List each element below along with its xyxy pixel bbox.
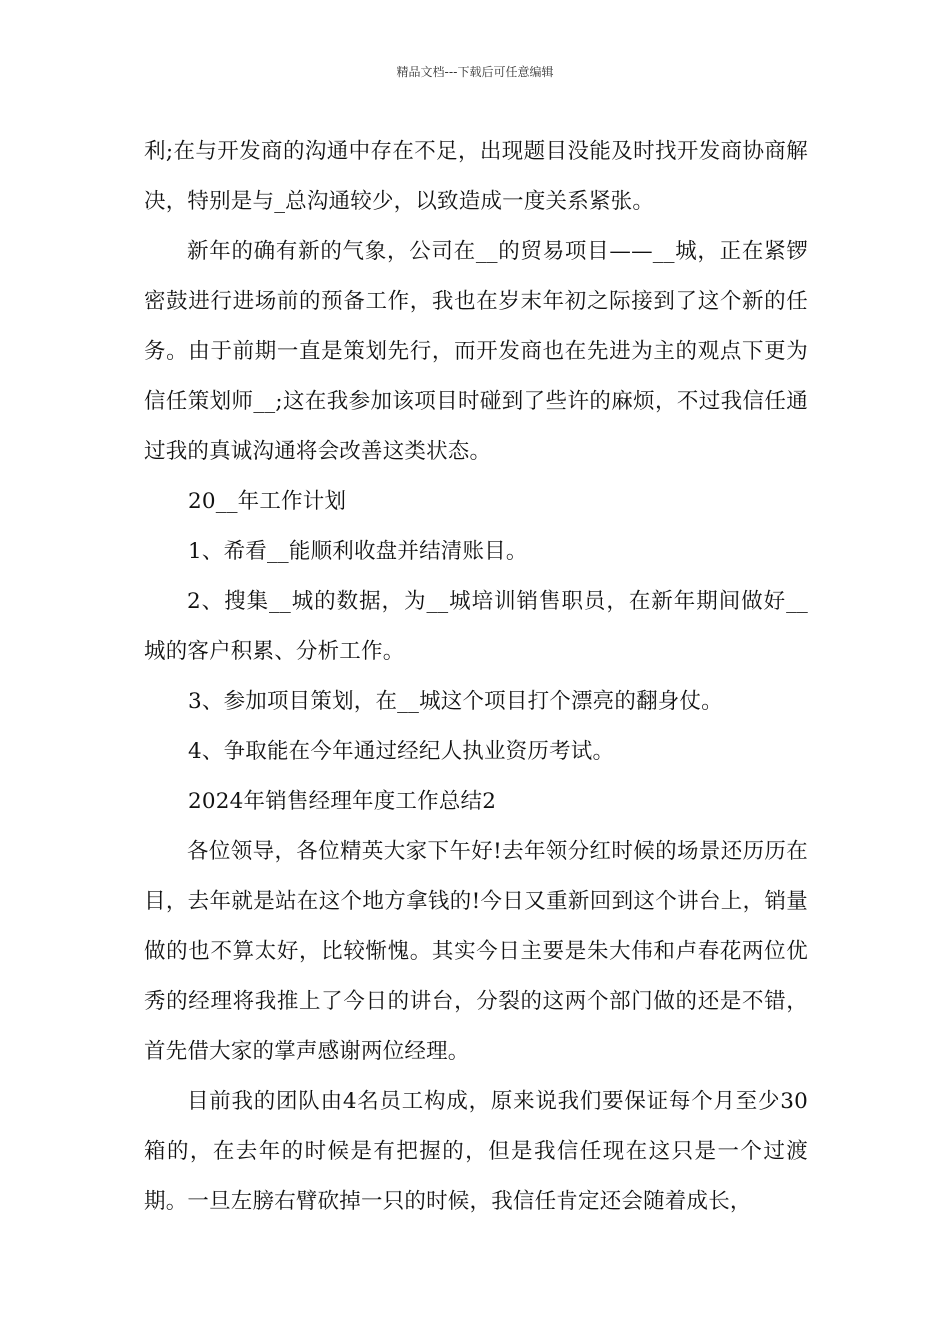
plan-item-2: 2、搜集__城的数据，为__城培训销售职员，在新年期间做好__城的客户积累、分析工作。 — [144, 589, 808, 664]
paragraph-continuation: 利;在与开发商的沟通中存在不足，出现题目没能及时找开发商协商解决，特别是与_总沟通较少，以致造成一度关系紧张。 — [144, 139, 808, 214]
plan-item-1: 1、希看__能顺利收盘并结清账目。 — [188, 539, 528, 564]
section-heading-summary-2: 2024年销售经理年度工作总结2 — [188, 789, 497, 814]
page-header: 精品文档---下载后可任意编辑 — [396, 65, 554, 79]
paragraph-team: 目前我的团队由4名员工构成，原来说我们要保证每个月至少30箱的，在去年的时候是有把握的，但是我信任现在这只是一个过渡期。一旦左膀右臂砍掉一只的时候，我信任肯定还会随着成长， — [144, 1089, 808, 1214]
section-heading-work-plan: 20__年工作计划 — [188, 489, 347, 514]
paragraph-greeting: 各位领导，各位精英大家下午好!去年领分红时候的场景还历历在目，去年就是站在这个地方拿钱的!今日又重新回到这个讲台上，销量做的也不算太好，比较惭愧。其实今日主要是朱大伟和卢春花两位优秀的经理将我推上了今日的讲台，分裂的这两个部门做的还是不错，首先借大家的掌声感谢两位经理。 — [144, 839, 808, 1064]
plan-item-3: 3、参加项目策划，在__城这个项目打个漂亮的翻身仗。 — [188, 689, 723, 714]
document-body — [144, 127, 808, 1227]
plan-item-4: 4、争取能在今年通过经纪人执业资历考试。 — [188, 739, 615, 764]
paragraph-new-year: 新年的确有新的气象，公司在__的贸易项目——__城，正在紧锣密鼓进行进场前的预备工作，我也在岁末年初之际接到了这个新的任务。由于前期一直是策划先行，而开发商也在先进为主的观点下更为信任策划师__;这在我参加该项目时碰到了些许的麻烦，不过我信任通过我的真诚沟通将会改善这类状态。 — [144, 239, 808, 464]
